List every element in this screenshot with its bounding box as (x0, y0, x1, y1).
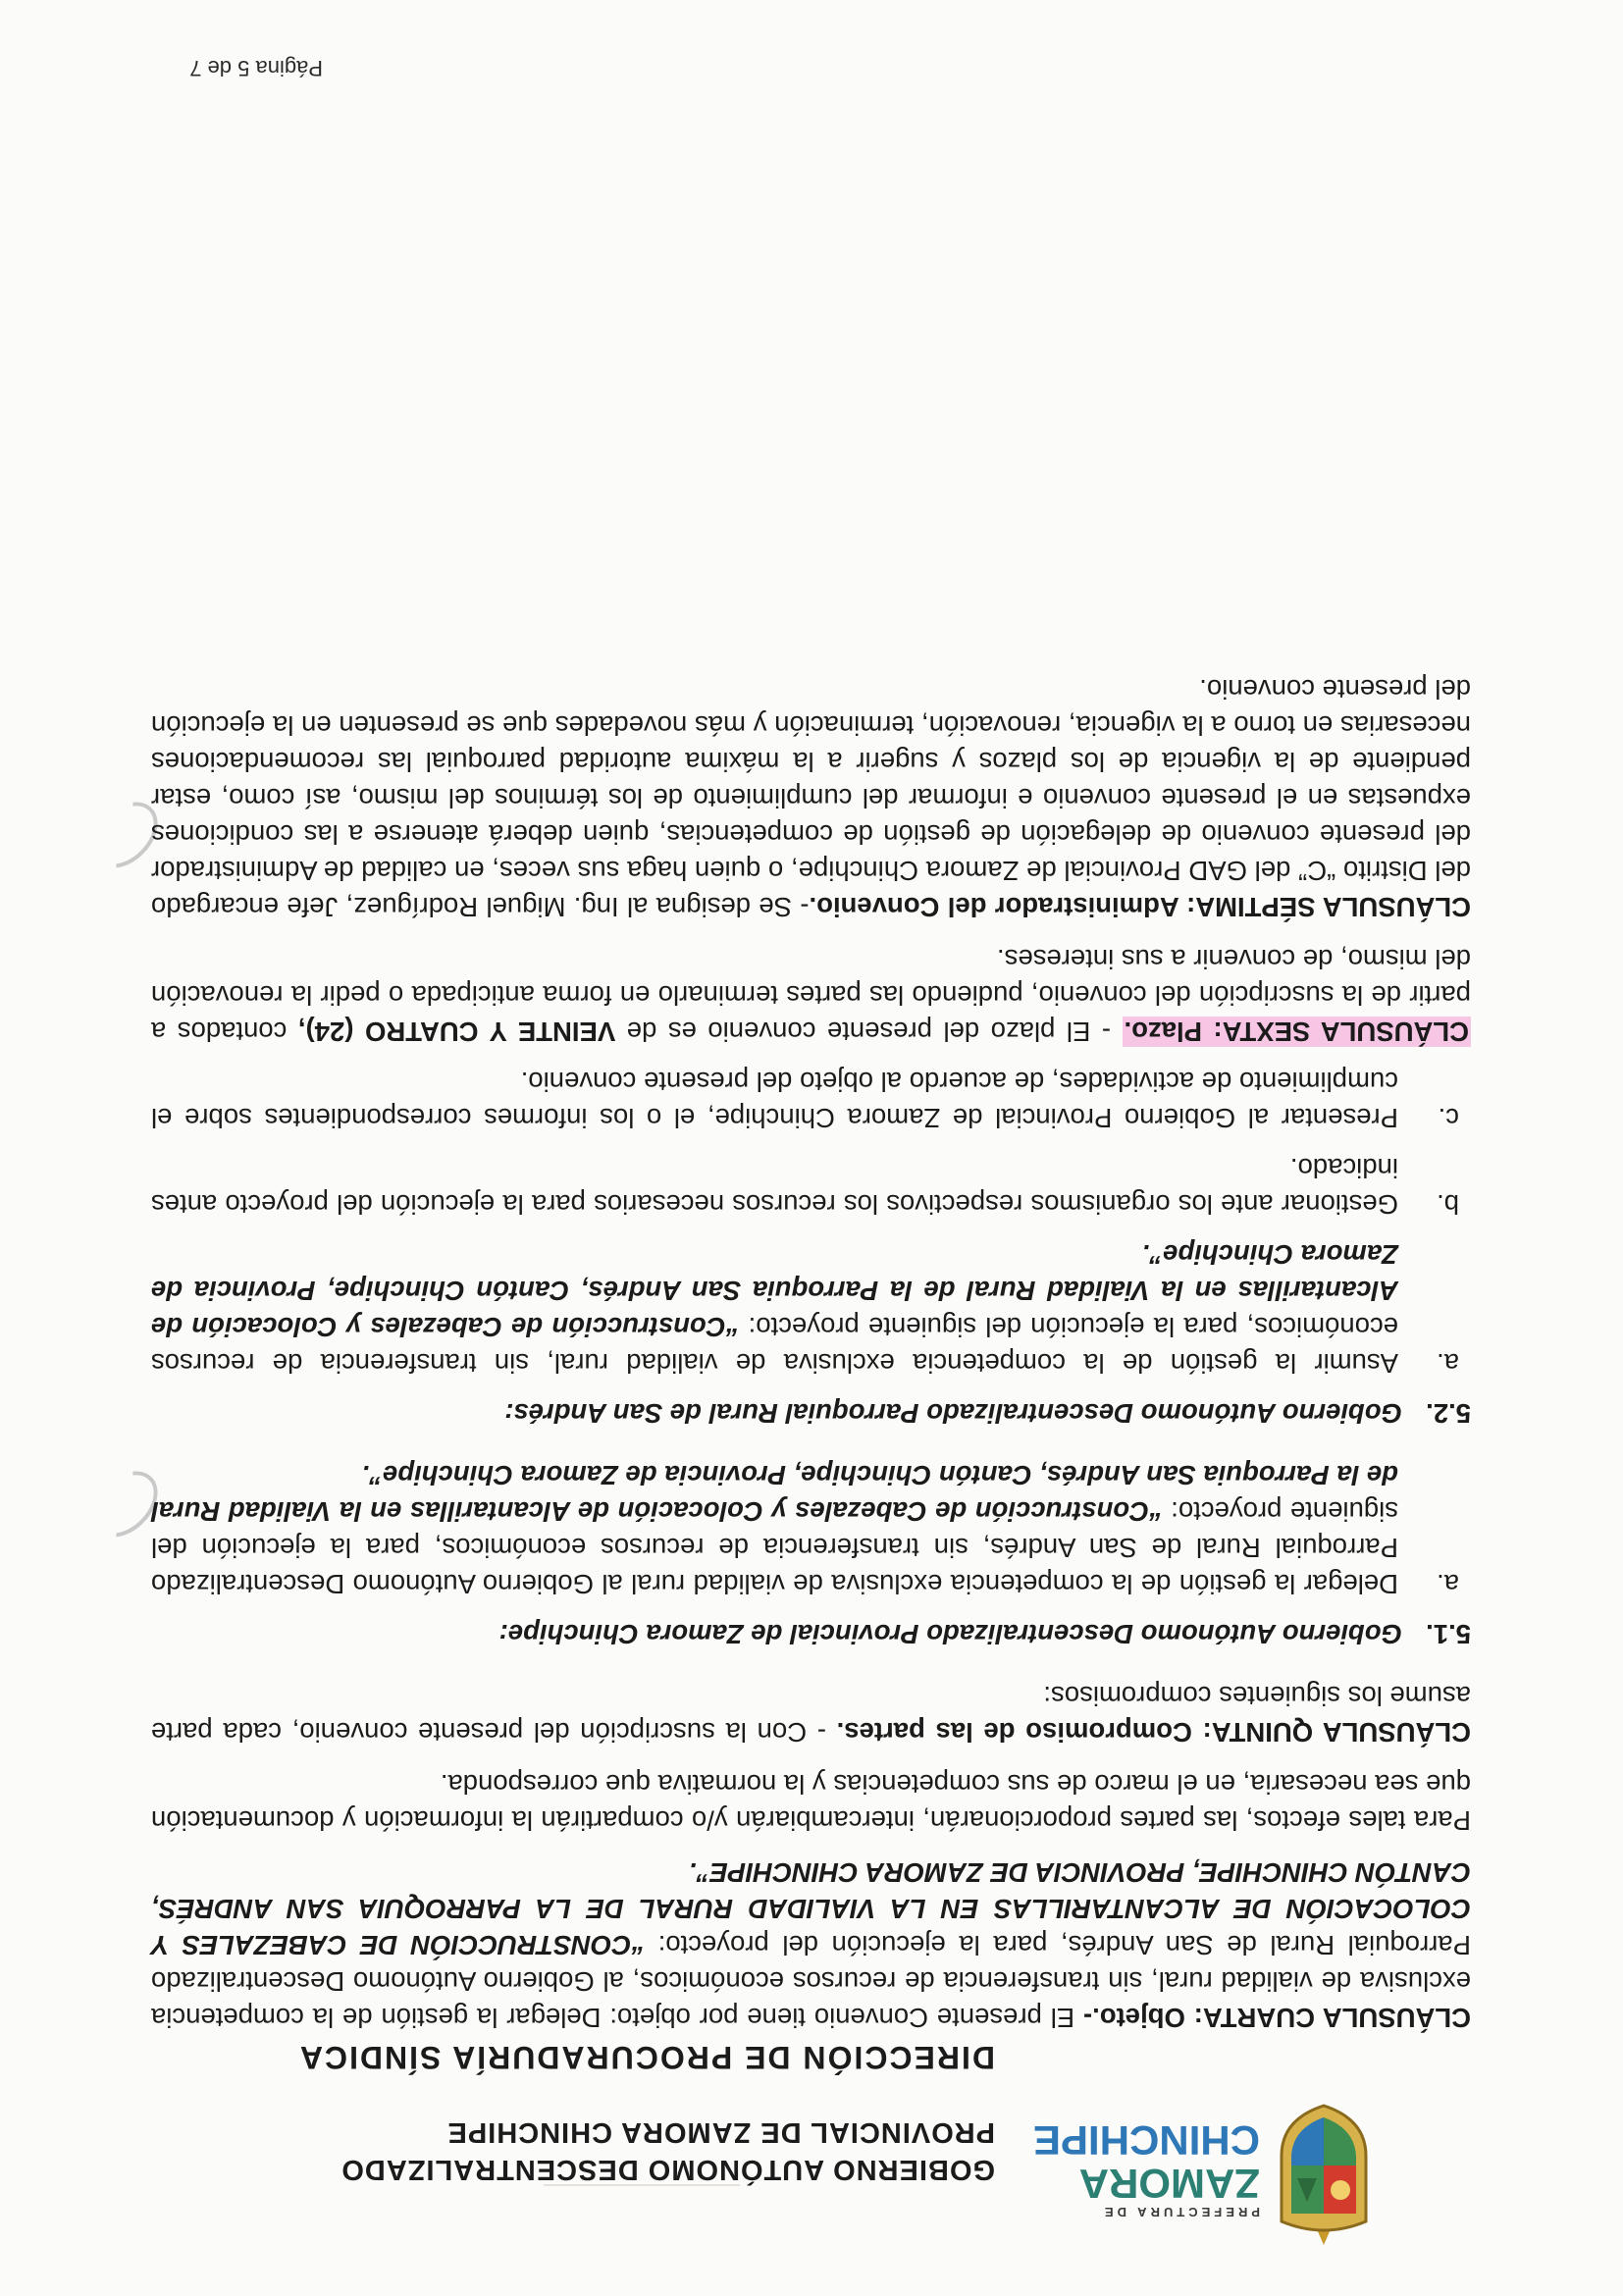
coat-of-arms-icon (1270, 2102, 1378, 2249)
project-name: “CONSTRUCCIÓN DE CABEZALES Y COLOCACIÓN DE ALCANTARILLAS EN LA VIALIDAD RURAL DE LA PARROQUIA SAN ANDRÉS, CANTÓN CHINCHIPE, PROVINCIA DE ZAMORA CHINCHIPE”. (151, 1857, 1471, 1960)
clause-text: - El plazo del presente convenio es de (615, 1017, 1123, 1047)
section-5-2-heading (151, 1395, 1471, 1432)
clause-text: contados a partir de la suscripción del convenio, pudiendo las partes terminarlo en forma anticipada o pedir la renovación del mismo, de convenir a sus intereses. (150, 944, 1471, 1047)
document-body (151, 655, 1471, 2036)
clausula-cuarta (151, 1854, 1471, 2036)
brand-block (1032, 2117, 1260, 2219)
brand-word-chinchipe: CHINCHIPE (1032, 2117, 1260, 2164)
department-title: DIRECCIÓN DE PROCURADURÍA SÍNDICA (297, 2040, 995, 2075)
clause-text: El presente Convenio tiene por objeto: Delegar la gestión de la competencia exclusiva de vialidad rural, sin transferencia de recursos económicos, al Gobierno Autónomo Descentralizado Parroquial Rural de San Andrés, para la ejecución del proyecto: (150, 1930, 1471, 2033)
clausula-sexta (151, 941, 1471, 1050)
list-marker: c. (1438, 1103, 1459, 1133)
list-marker: b. (1437, 1189, 1459, 1220)
clause-text: - Se designa al Ing. Miguel Rodríguez, Jefe encargado del Distrito “C” del GAD Provincial de Zamora Chinchipe, o quien haga sus veces, en calidad de Administrador del presente convenio de delegación de gestión de competencias, quien deberá atenerse a las condiciones expuestas en el presente convenio e informar del cumplimiento de los términos del mismo, así como, estar pendiente de la vigencia de los plazos y sugerir a la máxima autoridad parroquial las recomendaciones necesarias en torno a la vigencia, renovación, terminación y más novedades que se presenten en la ejecución del presente convenio. (151, 674, 1471, 922)
page-number: Página 5 de 7 (189, 56, 323, 80)
clause-title (1123, 1017, 1471, 1047)
brand-caption: PREFECTURA DE (1100, 2205, 1260, 2219)
faint-stamp (544, 2184, 740, 2235)
brand-word-zamora: ZAMORA (1078, 2161, 1260, 2207)
paragraph: Para tales efectos, las partes proporcionarán, intercambiarán y/o compartirán la información y documentación que sea necesaria, en el marco de sus competencias y la normativa que corresponda. (151, 1769, 1471, 1836)
clausula-septima (151, 671, 1471, 925)
list-item (151, 1457, 1471, 1602)
org-name-line1: GOBIERNO AUTÓNOMO DESCENTRALIZADO (340, 2154, 995, 2185)
clausula-quinta (151, 1678, 1471, 1750)
letterhead (0, 2040, 1623, 2296)
list-item (151, 1064, 1471, 1136)
project-name: “Construcción de Cabezales y Colocación de Alcantarillas en la Vialidad Rural de la Parroquia San Andrés, Cantón Chinchipe, Provincia de Zamora Chinchipe”. (151, 1460, 1398, 1527)
list-item (151, 1150, 1471, 1223)
org-name-line2: PROVINCIAL DE ZAMORA CHINCHIPE (446, 2116, 995, 2148)
list-text: Gestionar ante los organismos respectivos los recursos necesarios para la ejecución del proyecto antes indicado. (151, 1153, 1398, 1220)
list-text: Presentar al Gobierno Provincial de Zamora Chinchipe, el o los informes correspondientes sobre el cumplimiento de actividades, de acuerdo al objeto del presente convenio. (151, 1067, 1398, 1133)
clause-text: - Con la suscripción del presente convenio, cada parte asume los siguientes compromisos: (151, 1681, 1471, 1748)
section-number: 5.2. (1426, 1398, 1471, 1429)
list-text: Delegar la gestión de la competencia exclusiva de vialidad rural al Gobierno Autónomo Descentralizado Parroquial Rural de San Andrés, sin transferencia de recursos económicos, para la ejecución del siguiente proyecto: “Construcción de Cabezales y Colocación de Alcantarillas en la Vialidad Rural de la Parroquia San Andrés, Cantón Chinchipe, Provincia de Zamora Chinchipe”. (151, 1460, 1398, 1599)
project-name: “Construcción de Cabezales y Colocación de Alcantarillas en la Vialidad Rural de la Parroquia San Andrés, Cantón Chinchipe, Provincia de Zamora Chinchipe”. (151, 1239, 1398, 1342)
list-marker: a. (1437, 1569, 1459, 1599)
list-item (151, 1236, 1471, 1382)
list-marker: a. (1437, 1348, 1459, 1379)
clause-title: CLÁUSULA SÉPTIMA: Administrador del Convenio. (809, 892, 1471, 922)
clause-title: CLÁUSULA CUARTA: Objeto.- (1083, 2003, 1471, 2033)
clause-title: CLÁUSULA QUINTA: Compromiso de las partes. (836, 1717, 1471, 1748)
section-title: Gobierno Autónomo Descentralizado Parroquial Rural de San Andrés: (504, 1398, 1402, 1429)
section-title: Gobierno Autónomo Descentralizado Provincial de Zamora Chinchipe: (498, 1619, 1402, 1649)
list-text: Asumir la gestión de la competencia exclusiva de vialidad rural, sin transferencia de recursos económicos, para la ejecución del siguiente proyecto: “Construcción de Cabezales y Colocación de Alcantarillas en la Vialidad Rural de la Parroquia San Andrés, Cantón Chinchipe, Provincia de Zamora Chinchipe”. (151, 1239, 1398, 1379)
section-5-1-heading (151, 1616, 1471, 1652)
highlighted-title: CLÁUSULA SEXTA: Plazo. (1124, 1017, 1469, 1047)
section-number: 5.1. (1426, 1619, 1471, 1649)
term-value: VEINTE Y CUATRO (24), (297, 1017, 616, 1047)
header-titles (112, 2039, 995, 2188)
